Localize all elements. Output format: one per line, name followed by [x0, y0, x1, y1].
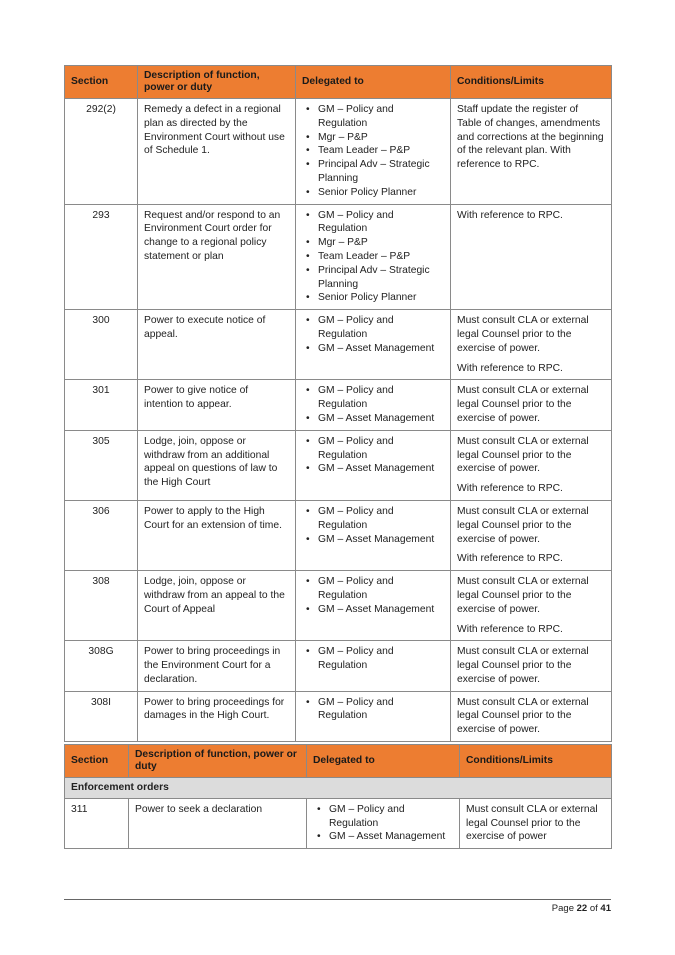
group-label-enforcement-orders: Enforcement orders — [65, 778, 612, 799]
delegated-list — [302, 696, 444, 724]
cell-delegated — [307, 798, 460, 848]
delegated-item: • GM – Asset Management — [318, 412, 444, 426]
condition-text: Must consult CLA or external legal Counsel prior to the exercise of power. — [457, 576, 589, 615]
table-body — [65, 778, 612, 799]
table-row — [65, 571, 612, 641]
table-row — [65, 641, 612, 691]
header-delegated: Delegated to — [296, 66, 451, 99]
cell-section: 305 — [65, 430, 138, 500]
condition-text: Must consult CLA or external legal Counsel prior to the exercise of power. — [457, 385, 589, 424]
delegated-item: • GM – Policy and Regulation — [318, 575, 444, 603]
cell-description: Power to bring proceedings in the Environment Court for a declaration. — [138, 641, 296, 691]
page-label: Page — [551, 903, 574, 914]
table-header-row — [65, 745, 612, 778]
table-header-row — [65, 66, 612, 99]
condition-text: Must consult CLA or external legal Counsel prior to the exercise of power. — [457, 696, 589, 736]
table-row — [65, 310, 612, 380]
table-row — [65, 204, 612, 310]
condition-text: Must consult CLA or external legal Counsel prior to the exercise of power. — [457, 315, 589, 354]
delegations-table-main — [64, 65, 612, 742]
delegated-item: • Senior Policy Planner — [318, 291, 444, 305]
cell-conditions — [451, 691, 612, 741]
table-row — [65, 99, 612, 205]
cell-conditions — [451, 571, 612, 641]
condition-text: With reference to RPC. — [457, 483, 563, 495]
cell-conditions — [460, 798, 612, 848]
condition-text: Must consult CLA or external legal Counsel prior to the exercise of power. — [457, 435, 589, 475]
header-conditions: Conditions/Limits — [460, 745, 612, 778]
delegated-item: • Team Leader – P&P — [318, 144, 444, 158]
delegations-table-enforcement — [64, 744, 612, 849]
condition-text: With reference to RPC. — [457, 362, 563, 374]
page-number — [552, 903, 611, 914]
delegated-item: • GM – Asset Management — [329, 830, 453, 844]
delegated-list — [302, 435, 444, 476]
delegated-list — [302, 384, 444, 425]
cell-section: 300 — [65, 310, 138, 380]
delegated-list — [302, 645, 444, 673]
delegated-list — [302, 575, 444, 616]
cell-description: Power to bring proceedings for damages in the High Court. — [138, 691, 296, 741]
table-body — [65, 99, 612, 742]
delegated-list — [302, 103, 444, 200]
cell-section: 308 — [65, 571, 138, 641]
cell-description: Power to seek a declaration — [129, 798, 307, 848]
cell-conditions — [451, 380, 612, 430]
cell-description: Power to execute notice of appeal. — [138, 310, 296, 380]
delegated-item: • Mgr – P&P — [318, 236, 444, 250]
condition-text: Staff update the register of Table of changes, amendments and corrections at the beginning of the relevant plan. With reference to RPC. — [457, 104, 604, 171]
cell-description: Request and/or respond to an Environment Court order for change to a regional policy statement or plan — [138, 204, 296, 310]
condition-text: With reference to RPC. — [457, 623, 563, 635]
header-section: Section — [65, 66, 138, 99]
delegated-item: • Senior Policy Planner — [318, 186, 444, 200]
group-row — [65, 778, 612, 799]
condition-text: With reference to RPC. — [457, 209, 563, 221]
cell-description: Power to apply to the High Court for an extension of time. — [138, 500, 296, 570]
cell-section: 308I — [65, 691, 138, 741]
page-total: 41 — [600, 903, 611, 914]
condition-text: Must consult CLA or external legal Counsel prior to the exercise of power. — [457, 505, 589, 545]
table-row — [65, 691, 612, 741]
delegated-item: • GM – Policy and Regulation — [329, 803, 453, 831]
page-of: of — [589, 903, 598, 914]
cell-conditions — [451, 430, 612, 500]
delegated-item: • GM – Policy and Regulation — [318, 103, 444, 131]
cell-description: Lodge, join, oppose or withdraw from an additional appeal on questions of law to the High Court — [138, 430, 296, 500]
delegated-item: • GM – Policy and Regulation — [318, 314, 444, 342]
delegated-item: • GM – Asset Management — [318, 342, 444, 356]
cell-description: Lodge, join, oppose or withdraw from an appeal to the Court of Appeal — [138, 571, 296, 641]
cell-description: Power to give notice of intention to appear. — [138, 380, 296, 430]
delegated-item: • Principal Adv – Strategic Planning — [318, 264, 444, 292]
cell-section: 292(2) — [65, 99, 138, 205]
condition-text: Must consult CLA or external legal Counsel prior to the exercise of power. — [457, 646, 589, 685]
delegated-item: • GM – Policy and Regulation — [318, 384, 444, 412]
delegated-item: • GM – Asset Management — [318, 533, 444, 547]
footer-divider — [64, 899, 611, 900]
cell-section: 306 — [65, 500, 138, 570]
cell-conditions — [451, 500, 612, 570]
delegated-item: • GM – Asset Management — [318, 603, 444, 617]
cell-delegated — [296, 430, 451, 500]
cell-section: 311 — [65, 798, 129, 848]
cell-description: Remedy a defect in a regional plan as directed by the Environment Court without use of Schedule 1. — [138, 99, 296, 205]
table-row — [65, 500, 612, 570]
cell-delegated — [296, 99, 451, 205]
delegated-list — [302, 505, 444, 546]
header-conditions: Conditions/Limits — [451, 66, 612, 99]
cell-conditions — [451, 204, 612, 310]
delegated-item: • Principal Adv – Strategic Planning — [318, 158, 444, 186]
condition-text: With reference to RPC. — [457, 553, 563, 565]
delegated-item: • GM – Policy and Regulation — [318, 696, 444, 724]
table-body-rows — [65, 798, 612, 848]
page-current: 22 — [576, 903, 588, 914]
delegated-item: • GM – Policy and Regulation — [318, 209, 444, 237]
header-section: Section — [65, 745, 129, 778]
header-description: Description of function, power or duty — [138, 66, 296, 99]
cell-section: 301 — [65, 380, 138, 430]
table-row — [65, 798, 612, 848]
delegated-item: • GM – Policy and Regulation — [318, 435, 444, 463]
cell-delegated — [296, 571, 451, 641]
cell-delegated — [296, 380, 451, 430]
cell-section: 293 — [65, 204, 138, 310]
delegated-list — [313, 803, 453, 844]
header-description: Description of function, power or duty — [129, 745, 307, 778]
cell-delegated — [296, 691, 451, 741]
header-delegated: Delegated to — [307, 745, 460, 778]
cell-conditions — [451, 641, 612, 691]
cell-conditions — [451, 310, 612, 380]
delegated-item: • GM – Policy and Regulation — [318, 505, 444, 533]
cell-section: 308G — [65, 641, 138, 691]
cell-delegated — [296, 310, 451, 380]
cell-delegated — [296, 500, 451, 570]
cell-conditions — [451, 99, 612, 205]
delegated-list — [302, 314, 444, 355]
table-row — [65, 380, 612, 430]
cell-delegated — [296, 204, 451, 310]
delegated-item: • GM – Policy and Regulation — [318, 645, 444, 673]
table-row — [65, 430, 612, 500]
condition-text: Must consult CLA or external legal Counsel prior to the exercise of power — [466, 803, 598, 843]
delegated-item: • Mgr – P&P — [318, 131, 444, 145]
delegated-list — [302, 209, 444, 306]
cell-delegated — [296, 641, 451, 691]
delegated-item: • Team Leader – P&P — [318, 250, 444, 264]
delegated-item: • GM – Asset Management — [318, 462, 444, 476]
